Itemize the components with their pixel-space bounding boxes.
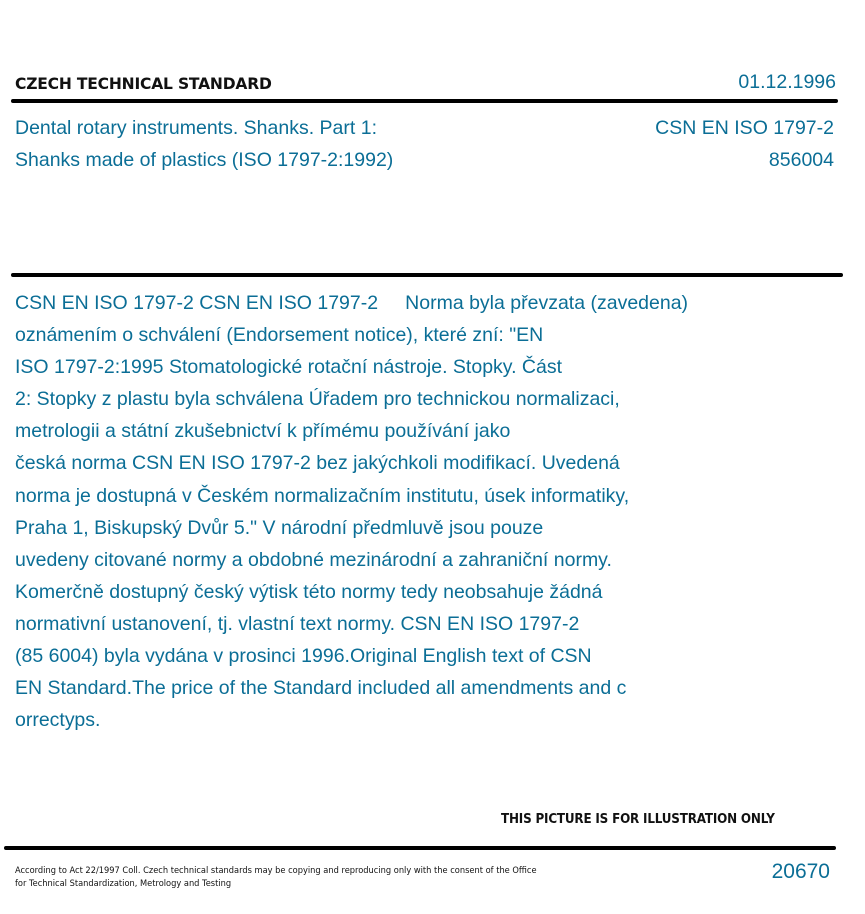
legal-notice-line-1: According to Act 22/1997 Coll. Czech technical standards may be copying and reproducing only with the consent of the Office [15,865,537,876]
header-divider [11,99,838,103]
publication-date: 01.12.1996 [738,71,836,93]
body-line: metrologii a státní zkušebnictví k přímému používání jako [15,420,511,443]
body-line: uvedeny citované normy a obdobné mezinárodní a zahraniční normy. [15,548,612,571]
standard-title-line-2: Shanks made of plastics (ISO 1797-2:1992) [15,149,394,171]
legal-notice [15,864,591,890]
body-line: EN Standard.The price of the Standard included all amendments and c [15,677,627,700]
body-line: Komerčně dostupný český výtisk této normy tedy neobsahuje žádná [15,580,603,603]
body-line: orrectурs. [15,709,101,732]
illustration-notice: THIS PICTURE IS FOR ILLUSTRATION ONLY [501,812,775,827]
body-line: CSN EN ISO 1797-2 CSN EN ISO 1797-2 Norma byla převzata (zavedena) [15,292,689,314]
footer-divider [4,846,836,850]
section-divider [11,273,843,277]
standard-code: CSN EN ISO 1797-2 [655,117,834,139]
body-text [15,287,815,736]
standard-title-line-1: Dental rotary instruments. Shanks. Part 1: [15,117,377,139]
body-line: oznámením o schválení (Endorsement notice), které zní: "EN [15,324,544,347]
body-line: (85 6004) byla vydána v prosinci 1996.Original English text of CSN [15,645,592,668]
body-line: 2: Stopky z plastu byla schválena Úřadem pro technickou normalizaci, [15,388,620,411]
body-line: Praha 1, Biskupský Dvůr 5." V národní předmluvě jsou pouze [15,516,544,539]
class-number: 856004 [768,149,834,171]
document-type-label: CZECH TECHNICAL STANDARD [15,74,272,93]
body-line: normativní ustanovení, tj. vlastní text normy. CSN EN ISO 1797-2 [15,612,580,635]
body-line: ISO 1797-2:1995 Stomatologické rotační nástroje. Stopky. Část [15,356,563,379]
page-number: 20670 [771,860,830,883]
body-line: česká norma CSN EN ISO 1797-2 bez jakýchkoli modifikací. Uvedená [15,452,620,475]
body-line: norma je dostupná v Českém normalizačním institutu, úsek informatiky, [15,484,630,507]
legal-notice-line-2: for Technical Standardization, Metrology and Testing [15,878,232,889]
